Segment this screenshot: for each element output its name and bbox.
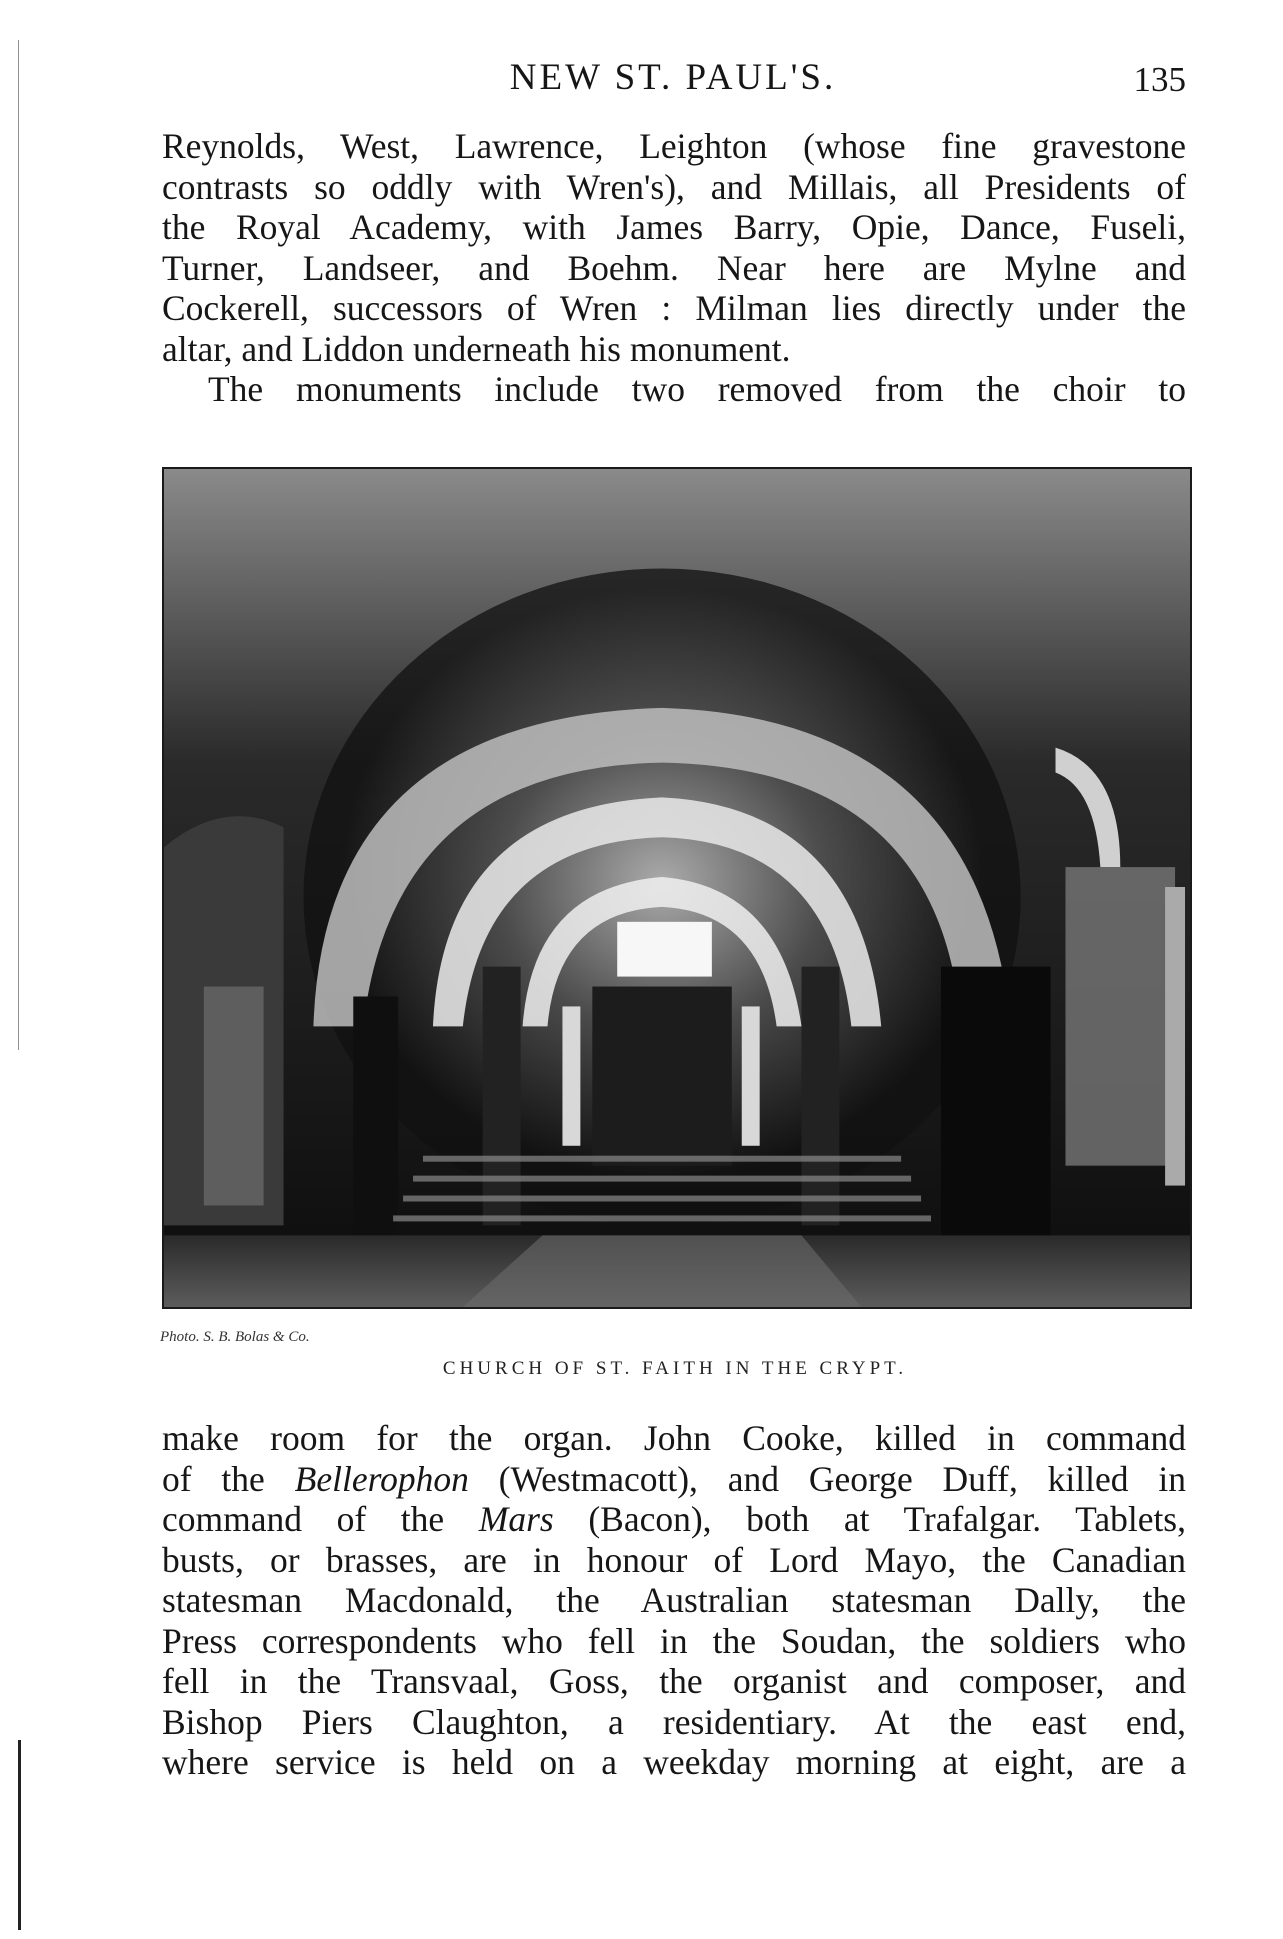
page-header [160,48,1186,98]
text-line: altar, and Liddon underneath his monument. [162,328,791,369]
text-fragment: (Bacon), both at Trafalgar. Tablets, [553,1499,1187,1539]
paragraph-1 [162,126,1186,410]
text-line: Cockerell, successors of Wren : Milman lies directly under the [162,288,1186,328]
text-line [162,1459,1186,1500]
text-line: busts, or brasses, are in honour of Lord Mayo, the Canadian [162,1539,1186,1580]
paragraph-2 [162,1418,1186,1783]
text-line: Bishop Piers Claughton, a residentiary. At the east end, [162,1701,1186,1742]
crypt-illustration [164,469,1190,1307]
text-line: fell in the Transvaal, Goss, the organist and composer, and [162,1661,1186,1701]
text-line: contrasts so oddly with Wren's), and Millais, all Presidents of [162,166,1186,207]
text-line: Turner, Landseer, and Boehm. Near here are Mylne and [162,247,1186,288]
text-fragment: command of the [162,1499,479,1539]
photo-credit: Photo. S. B. Bolas & Co. [160,1329,310,1345]
text-line [162,1499,1186,1540]
margin-rule-bottom [18,1740,21,1930]
text-fragment: of the [162,1458,295,1499]
text-fragment: (Westmacott), and George Duff, killed in [468,1458,1186,1499]
text-line: Press correspondents who fell in the Soudan, the soldiers who [162,1620,1186,1661]
text-line: The monuments include two removed from the choir to [208,369,1186,409]
running-title: NEW ST. PAUL'S. [509,57,837,98]
ship-name: Mars [478,1499,554,1539]
crypt-photograph [162,467,1192,1309]
page-number: 135 [1133,60,1186,99]
figure-caption: CHURCH OF ST. FAITH IN THE CRYPT. [442,1358,908,1379]
margin-rule-top [18,40,19,1050]
ship-name: Bellerophon [294,1458,469,1499]
text-line: where service is held on a weekday morning at eight, are a [162,1742,1186,1782]
text-line: the Royal Academy, with James Barry, Opie, Dance, Fuseli, [162,207,1186,247]
text-line: make room for the organ. John Cooke, killed in command [162,1418,1186,1458]
text-line: statesman Macdonald, the Australian statesman Dally, the [162,1580,1186,1620]
text-line: Reynolds, West, Lawrence, Leighton (whose fine gravestone [162,126,1186,166]
